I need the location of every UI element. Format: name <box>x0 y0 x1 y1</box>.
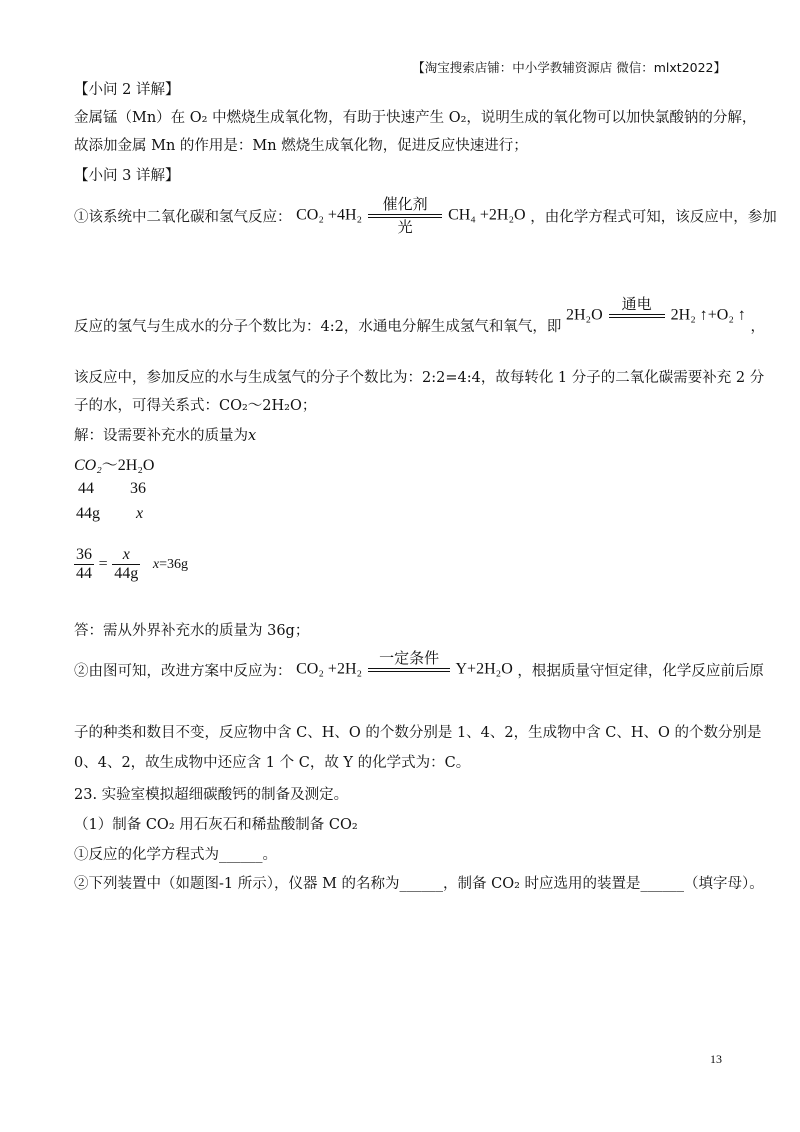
solve-line <box>74 424 256 445</box>
relation-right: ～2H₂O <box>101 457 155 474</box>
q3b-line-1-pre: ②由图可知，改进方案中反应为： <box>74 663 292 680</box>
equation-3-right: Y+2H₂O <box>455 660 513 678</box>
mass-value-a2: 44g <box>76 505 100 522</box>
proportion-result <box>153 557 188 572</box>
equation-1 <box>296 196 525 236</box>
q3b-line-3: 0、4、2，故生成物中还应含 1 个 C，故 Y 的化学式为：C。 <box>74 755 471 771</box>
equation-1-right: CH₄ +2H₂O <box>448 206 526 224</box>
mass-value-b2: x <box>136 505 144 522</box>
fraction-1-denominator: 44 <box>76 565 92 582</box>
mass-ratio-b1: 36 <box>130 480 146 497</box>
equation-2-arrow <box>609 296 665 336</box>
page-header: 【淘宝搜索店铺：中小学教辅资源店 微信：mlxt2022】 <box>412 60 726 75</box>
equation-2-left: 2H₂O <box>565 306 603 324</box>
question-23-part-1b: ②下列装置中（如题图-1 所示），仪器 M 的名称为______，制备 CO₂ 时应选用的装置是______（填字母）。 <box>74 876 764 892</box>
fraction-2-numerator: x <box>112 546 140 565</box>
q3-heading: 【小问 3 详解】 <box>74 168 180 184</box>
question-23-part-1a: ①反应的化学方程式为______。 <box>74 847 277 863</box>
q3b-line-2: 子的种类和数目不变，反应物中含 C、H、O 的个数分别是 1、4、2，生成物中含 C、H、O 的个数分别是 <box>74 725 762 741</box>
equation-1-left: CO₂ +4H₂ <box>296 206 363 224</box>
equation-3-condition-top: 一定条件 <box>379 649 440 667</box>
relation-left: CO₂ <box>74 457 102 474</box>
result-value: =36g <box>159 556 188 572</box>
page-number: 13 <box>710 1052 722 1066</box>
q2-heading: 【小问 2 详解】 <box>74 82 180 98</box>
fraction-1 <box>74 546 94 583</box>
question-23-part-1: （1）制备 CO₂ 用石灰石和稀盐酸制备 CO₂ <box>74 817 358 833</box>
answer-line: 答：需从外界补充水的质量为 36g； <box>74 623 310 639</box>
fraction-2 <box>112 546 140 583</box>
q3-line-1-post: ，由化学方程式可知，该反应中，参加 <box>530 209 777 226</box>
proportion-equals: = <box>98 555 108 573</box>
equation-3-left: CO₂ +2H₂ <box>296 660 363 678</box>
mass-ratio-a1: 44 <box>78 480 94 497</box>
equation-1-condition-top: 催化剂 <box>382 195 428 213</box>
solve-variable: x <box>248 428 257 444</box>
equation-2-right: 2H₂ ↑+O₂ ↑ <box>670 306 746 324</box>
proportion-line <box>74 546 188 583</box>
equation-1-condition-bottom: 光 <box>397 218 413 236</box>
q3-line-2-pre: 反应的氢气与生成水的分子个数比为：4:2，水通电分解生成氢气和氧气，即 <box>74 319 562 335</box>
q3-line-2-post: ， <box>750 319 766 335</box>
q3b-line-1-post: ，根据质量守恒定律，化学反应前后原 <box>517 663 764 680</box>
solve-text: 解：设需要补充水的质量为 <box>74 428 248 444</box>
q3-line-1-pre: ①该系统中二氧化碳和氢气反应： <box>74 209 292 226</box>
q3-line-1 <box>74 196 777 236</box>
equation-2-condition-top: 通电 <box>621 295 652 313</box>
q3b-line-1 <box>74 650 764 690</box>
q2-paragraph-2: 故添加金属 Mn 的作用是：Mn 燃烧生成氧化物，促进反应快速进行； <box>74 138 528 154</box>
q3-line-4: 子的水，可得关系式：CO₂～2H₂O； <box>74 398 317 414</box>
q2-paragraph-1: 金属锰（Mn）在 O₂ 中燃烧生成氧化物，有助于快速产生 O₂，说明生成的氧化物可以加快氯酸钠的分解， <box>74 110 757 126</box>
equation-3-double-bar <box>368 668 450 672</box>
fraction-2-denominator: 44g <box>114 565 139 582</box>
equation-3-arrow <box>368 650 450 690</box>
question-23-title: 23. 实验室模拟超细碳酸钙的制备及测定。 <box>74 787 349 803</box>
equation-1-arrow <box>368 196 442 236</box>
q3-line-2 <box>74 296 765 336</box>
relation-line <box>74 452 155 475</box>
equation-2-double-bar <box>609 314 665 318</box>
fraction-1-numerator: 36 <box>76 546 92 563</box>
equation-3 <box>296 650 513 690</box>
q3-line-3: 该反应中，参加反应的水与生成氢气的分子个数比为：2:2=4:4，故每转化 1 分子的二氧化碳需要补充 2 分 <box>74 370 765 386</box>
result-variable: x <box>152 556 160 572</box>
equation-2 <box>566 296 746 336</box>
